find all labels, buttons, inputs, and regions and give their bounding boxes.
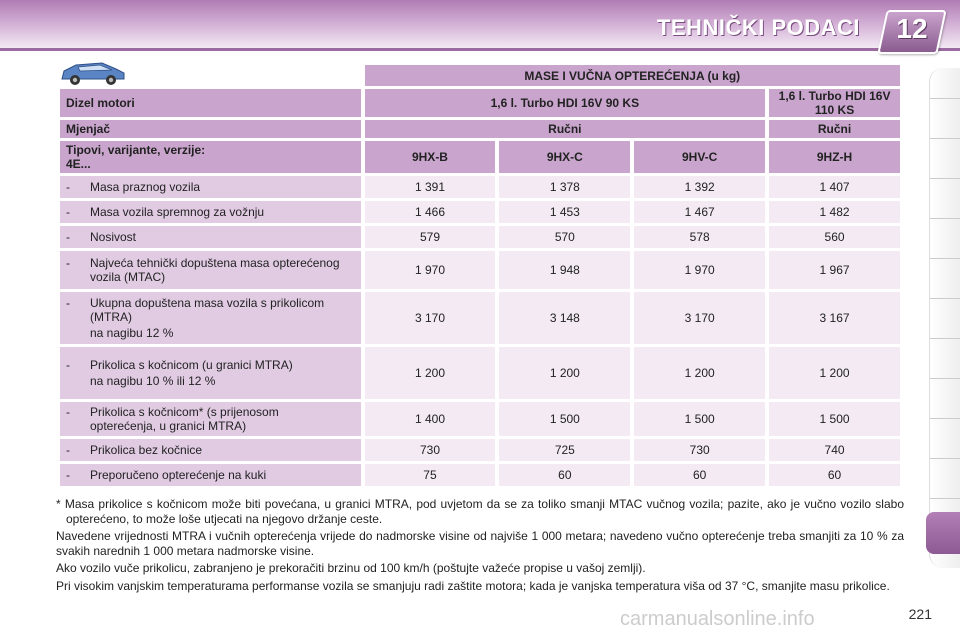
row-value: 1 967: [769, 251, 900, 289]
row-value: 730: [365, 439, 496, 461]
type-cell: 9HX-C: [499, 141, 630, 173]
type-cell: 9HX-B: [365, 141, 496, 173]
row-label: [60, 176, 361, 198]
row-dash: -: [66, 296, 70, 310]
row-value: 3 170: [365, 292, 496, 344]
gearbox-a: Ručni: [365, 120, 766, 138]
header-line: [0, 48, 960, 51]
side-tab[interactable]: [930, 98, 960, 99]
row-dash: -: [66, 180, 70, 194]
table-row: [60, 464, 900, 486]
types-label: [60, 141, 361, 173]
types-label-line-1: Tipovi, varijante, verzije:: [66, 143, 206, 157]
row-value: 60: [769, 464, 900, 486]
row-label: [60, 251, 361, 289]
row-value: 1 482: [769, 201, 900, 223]
row-value: 75: [365, 464, 496, 486]
engine-a: 1,6 l. Turbo HDI 16V 90 KS: [365, 89, 766, 117]
row-label-text: Masa vozila spremnog za vožnju: [90, 205, 265, 219]
row-label-text: Masa praznog vozila: [90, 180, 201, 194]
row-value: 1 948: [499, 251, 630, 289]
row-value: 740: [769, 439, 900, 461]
note-speed: Ako vozilo vuče prikolicu, zabranjeno je prekoračiti brzinu od 100 km/h (poštujte važeće propise u vašoj zemlji).: [56, 561, 646, 575]
side-tab[interactable]: [930, 258, 960, 259]
side-tab[interactable]: [930, 458, 960, 459]
row-value: 1 970: [365, 251, 496, 289]
gearbox-b: Ručni: [769, 120, 900, 138]
row-value: 579: [365, 226, 496, 248]
masses-table: [56, 62, 904, 489]
footnote-star: * Masa prikolice s kočnicom može biti povećana, u granici MTRA, pod uvjetom da se za toliko smanji MTAC vučnog vozila; pazite, ako je vučno vozilo slabo opterećeno, to može loše utjecati na njegovo držanje ceste.: [56, 497, 904, 526]
gearbox-label: Mjenjač: [60, 120, 361, 138]
row-value: 1 200: [499, 347, 630, 399]
engine-b: 1,6 l. Turbo HDI 16V 110 KS: [769, 89, 900, 117]
table-row: [60, 439, 900, 461]
row-label-text: Prikolica s kočnicom* (s prijenosom opterećenja, u granici MTRA): [90, 405, 279, 433]
side-tab[interactable]: [930, 338, 960, 339]
row-value: 1 200: [365, 347, 496, 399]
row-value: 560: [769, 226, 900, 248]
row-label: [60, 201, 361, 223]
footnotes: [56, 497, 904, 596]
type-cell: 9HV-C: [634, 141, 765, 173]
row-value: 1 200: [769, 347, 900, 399]
row-label-text: Nosivost: [90, 230, 137, 244]
row-sublabel: na nagibu 10 % ili 12 %: [90, 374, 216, 388]
table-row: [60, 201, 900, 223]
row-value: 1 500: [769, 402, 900, 436]
row-dash: -: [66, 230, 70, 244]
row-value: 1 500: [499, 402, 630, 436]
note-temperature: Pri visokim vanjskim temperaturama performanse vozila se smanjuju radi zaštite motora; kada je vanjska temperatura viša od 37 °C, smanjite masu prikolice.: [56, 578, 890, 593]
row-value: 1 500: [634, 402, 765, 436]
side-tab-strip: [929, 68, 960, 568]
row-label-text: Prikolica s kočnicom (u granici MTRA): [90, 358, 293, 372]
row-dash: -: [66, 205, 70, 219]
type-cell: 9HZ-H: [769, 141, 900, 173]
row-value: 1 392: [634, 176, 765, 198]
row-label: [60, 226, 361, 248]
row-dash: -: [66, 256, 70, 270]
row-label: [60, 292, 361, 344]
note-altitude: Navedene vrijednosti MTRA i vučnih opterećenja vrijede do nadmorske visine od najviše 1 000 metara; navedeno vučno opterećenje treba smanjiti za 10 % za svakih narednih 1 000 metara nadmorske visine.: [56, 529, 904, 558]
side-tab[interactable]: [930, 498, 960, 499]
row-value: 1 378: [499, 176, 630, 198]
row-label-text: Najveća tehnički dopuštena masa opterećenog vozila (MTAC): [90, 256, 340, 284]
table-body: [60, 176, 900, 486]
row-dash: -: [66, 358, 70, 372]
chapter-number: 12: [896, 13, 928, 44]
row-value: 1 400: [365, 402, 496, 436]
row-value: 3 148: [499, 292, 630, 344]
row-dash: -: [66, 405, 70, 419]
page-number: 221: [908, 606, 932, 622]
side-tab[interactable]: [930, 138, 960, 139]
side-tab[interactable]: [930, 298, 960, 299]
row-sublabel: na nagibu 12 %: [90, 326, 174, 340]
row-value: 1 200: [634, 347, 765, 399]
row-value: 1 466: [365, 201, 496, 223]
row-value: 1 453: [499, 201, 630, 223]
row-dash: -: [66, 468, 70, 482]
row-value: 570: [499, 226, 630, 248]
row-label: [60, 464, 361, 486]
types-label-line-2: 4E...: [66, 157, 91, 171]
table-row: [60, 347, 900, 399]
watermark: carmanualsonline.info: [620, 608, 815, 630]
table-row: [60, 402, 900, 436]
row-value: 60: [634, 464, 765, 486]
row-value: 3 170: [634, 292, 765, 344]
table-row: [60, 251, 900, 289]
row-dash: -: [66, 443, 70, 457]
page-title: TEHNIČKI PODACI: [656, 15, 860, 40]
row-value: 1 391: [365, 176, 496, 198]
side-tab[interactable]: [930, 218, 960, 219]
engine-label: Dizel motori: [60, 89, 361, 117]
table-row: [60, 226, 900, 248]
row-value: 60: [499, 464, 630, 486]
table-row: [60, 292, 900, 344]
table-row: [60, 176, 900, 198]
row-value: 725: [499, 439, 630, 461]
row-value: 1 970: [634, 251, 765, 289]
side-tab[interactable]: [930, 418, 960, 419]
row-label-text: Ukupna dopuštena masa vozila s prikolicom (MTRA): [90, 296, 325, 324]
row-label: [60, 402, 361, 436]
table-title: MASE I VUČNA OPTEREĆENJA (u kg): [365, 65, 900, 86]
side-tab[interactable]: [930, 378, 960, 379]
row-value: 1 467: [634, 201, 765, 223]
row-label: [60, 439, 361, 461]
side-tab-active[interactable]: [926, 512, 960, 554]
side-tab[interactable]: [930, 178, 960, 179]
row-value: 730: [634, 439, 765, 461]
row-label: [60, 347, 361, 399]
row-value: 3 167: [769, 292, 900, 344]
row-value: 1 407: [769, 176, 900, 198]
row-value: 578: [634, 226, 765, 248]
row-label-text: Preporučeno opterećenje na kuki: [90, 468, 267, 482]
row-label-text: Prikolica bez kočnice: [90, 443, 203, 457]
